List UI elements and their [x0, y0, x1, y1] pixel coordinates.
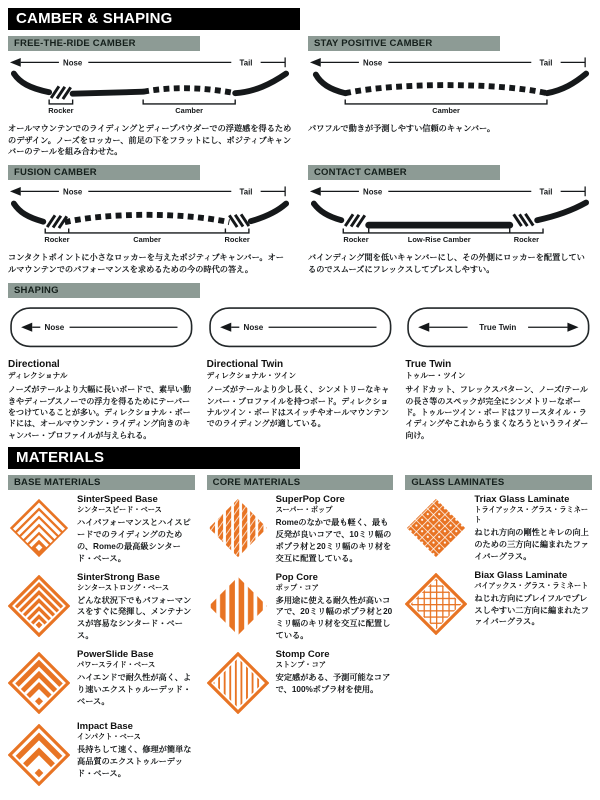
material-description: どんな状況下でもパフォーマンスをすぐに発揮し、メンテナンスが容易なシンタード・ベース。: [77, 595, 192, 641]
camber-fusion-title: FUSION CAMBER: [8, 165, 200, 180]
striped-outline-diamond-icon: [207, 652, 269, 714]
camber-label: Camber: [175, 105, 204, 115]
directional-twin-board-outline: [207, 302, 394, 352]
materials-grid: [8, 475, 592, 793]
shape-name: True Twin: [405, 359, 452, 371]
camber-label: Camber: [133, 235, 161, 245]
camber-fusion: [8, 165, 292, 275]
contact-camber-diagram: [308, 184, 592, 247]
stay-positive-camber-diagram: [308, 55, 592, 118]
material-name-jp: スーパー・ポップ: [275, 505, 333, 515]
camber-stay-positive-title: STAY POSITIVE CAMBER: [308, 36, 500, 51]
shaping-true-twin: [405, 302, 592, 441]
shape-name-jp: トゥルー・ツイン: [405, 371, 466, 381]
rocker-label: Rocker: [343, 235, 369, 245]
material-name: SinterStrong Base: [77, 571, 160, 583]
material-name: Triax Glass Laminate: [474, 494, 570, 506]
shape-name-jp: ディレクショナル・ツイン: [206, 371, 297, 381]
camber-description: パワフルで動きが予測しやすい信頼のキャンバー。: [308, 123, 496, 133]
material-item: [8, 572, 195, 643]
tail-label: Tail: [239, 58, 253, 68]
core-materials-column: [207, 475, 394, 793]
shape-description: ノーズがテールより少し長く、シンメトリーなキャンバー・プロファイルを持つボード。ディレクショナルツイン・ボードはスイッチやオールマウンテンでのライディングが適している。: [206, 385, 390, 429]
material-name-jp: インパクト・ベース: [77, 732, 141, 742]
material-name: Biax Glass Laminate: [474, 569, 568, 581]
camber-description: オールマウンテンでのライディングとディープパウダーでの浮遊感を得るためのデザイン。ノーズをロッカー、前足の下をフラットにし、ポジティブキャンバーのテールを組み合わせた。: [8, 123, 292, 157]
nose-label: Nose: [63, 58, 83, 68]
rocker-label: Rocker: [224, 235, 250, 245]
material-item: [8, 721, 195, 786]
striped-hatch-diamond-icon: [207, 497, 269, 559]
camber-free-the-ride: [8, 36, 292, 158]
material-name: Stomp Core: [275, 649, 330, 661]
material-name: Impact Base: [77, 721, 133, 733]
material-item: [405, 570, 592, 635]
shaping-grid: [8, 302, 592, 441]
shape-description: ノーズがテールより大幅に長いボードで、素早い動きやディープスノーでの浮力を得るためにテーパーをつけていることが多い。ディレクショナル・ボードには、オールマウンテン・ライディング向きのキャンバー・プロファイルが与えられる。: [8, 385, 192, 440]
material-description: ハイパフォーマンスとハイスピードでのライディングのための、Romeの最高級シンタード・ベース。: [77, 518, 191, 563]
rocker-label: Rocker: [513, 235, 539, 245]
true-twin-board-outline: [405, 302, 592, 352]
chevron-solid-diamond-icon: [8, 497, 70, 559]
nose-label: Nose: [363, 58, 383, 68]
material-name: SinterSpeed Base: [77, 494, 158, 506]
base-materials-title: BASE MATERIALS: [8, 475, 195, 490]
material-item: [207, 572, 394, 643]
tail-label: Tail: [239, 187, 253, 197]
material-name: PowerSlide Base: [77, 649, 154, 661]
camber-shaping-header: CAMBER & SHAPING: [8, 8, 300, 30]
material-item: [207, 494, 394, 565]
chevron-outline-bold-diamond-icon: [8, 652, 70, 714]
camber-description: コンタクトポイントに小さなロッカーを与えたポジティブキャンバー。オールマウンテンでのパフォーマンスを求めるための今の時代の答え。: [8, 253, 284, 274]
fusion-camber-diagram: [8, 184, 292, 247]
material-description: ねじれ方向にプレイフルでプレスしやすい二方向に編まれたファイバーグラス。: [474, 593, 589, 627]
shape-name: Directional: [8, 359, 60, 371]
shape-name-jp: ディレクショナル: [8, 371, 68, 381]
free-the-ride-camber-diagram: [8, 55, 292, 118]
rocker-label: Rocker: [44, 235, 70, 245]
nose-label: Nose: [63, 187, 83, 197]
material-item: [405, 494, 592, 563]
camber-contact-title: CONTACT CAMBER: [308, 165, 500, 180]
grid-outline-diamond-icon: [405, 573, 467, 635]
tail-label: Tail: [539, 187, 553, 197]
core-materials-title: CORE MATERIALS: [207, 475, 394, 490]
material-name-jp: ポップ・コア: [275, 582, 319, 592]
material-description: ハイエンドで耐久性が高く、より速いエクストゥルーデッド・ベース。: [77, 673, 192, 706]
material-description: ねじれ方向の剛性とキレの向上のための三方向に編まれたファイバーグラス。: [474, 528, 589, 561]
material-name-jp: シンタースピード・ベース: [77, 505, 162, 515]
material-name-jp: バイアックス・グラス・ラミネート: [474, 580, 589, 590]
shaping-header: SHAPING: [8, 283, 200, 298]
material-name: Pop Core: [275, 571, 318, 583]
chevron-outline-diamond-icon: [8, 575, 70, 637]
material-description: 長持ちして速く、修理が簡単な高品質のエクストゥルーデッド・ベース。: [77, 745, 192, 778]
materials-header: MATERIALS: [8, 447, 300, 469]
rocker-label: Rocker: [48, 105, 74, 115]
chevron-outline-wide-diamond-icon: [8, 724, 70, 786]
nose-arrow-label: Nose: [243, 323, 263, 333]
camber-label: Camber: [432, 105, 460, 115]
camber-description: バインディング間を低いキャンバーにし、その外側にロッカーを配置しているのでスムーズにフレックスしてプレスしやすい。: [308, 253, 585, 274]
material-description: 安定感がある、予測可能なコアで、100%ポプラ材を使用。: [275, 673, 391, 695]
low-rise-camber-label: Low-Rise Camber: [407, 235, 471, 245]
material-name-jp: トライアックス・グラス・ラミネート: [474, 505, 589, 525]
glass-laminates-column: [405, 475, 592, 793]
material-description: 多用途に使える耐久性が高いコアで、20ミリ幅のポプラ材と20ミリ幅のキリ材を交互に配置している。: [275, 595, 393, 641]
shaping-directional-twin: [207, 302, 394, 441]
material-name: SuperPop Core: [275, 494, 345, 506]
material-item: [8, 649, 195, 714]
camber-free-the-ride-title: FREE-THE-RIDE CAMBER: [8, 36, 200, 51]
material-name-jp: パワースライド・ベース: [77, 660, 156, 670]
nose-label: Nose: [363, 187, 383, 197]
camber-stay-positive: [308, 36, 592, 158]
shape-description: サイドカット、フレックスパターン、ノーズ/テールの長さ等のスペックが完全にシンメトリーなボード。トゥルーツイン・ボードはフリースタイル・ライディングやこれからうまくなろうというライダー向け。: [405, 385, 589, 440]
base-materials-column: [8, 475, 195, 793]
shaping-directional: [8, 302, 195, 441]
striped-solid-diamond-icon: [207, 575, 269, 637]
material-item: [207, 649, 394, 714]
true-twin-arrow-label: True Twin: [479, 323, 517, 333]
glass-laminates-title: GLASS LAMINATES: [405, 475, 592, 490]
nose-arrow-label: Nose: [44, 323, 65, 333]
material-item: [8, 494, 195, 565]
material-name-jp: ストンプ・コア: [275, 660, 326, 670]
lattice-solid-diamond-icon: [405, 497, 467, 559]
shape-name: Directional Twin: [206, 359, 284, 371]
tail-label: Tail: [539, 58, 553, 68]
camber-contact: [308, 165, 592, 275]
camber-grid: [8, 36, 592, 283]
material-description: Romeのなかで最も軽く、最も反発が良いコアで、10ミリ幅のポプラ材と20ミリ幅のキリ材を交互に配置している。: [275, 518, 392, 563]
directional-board-outline: [8, 302, 195, 352]
material-name-jp: シンターストロング・ベース: [77, 582, 170, 592]
